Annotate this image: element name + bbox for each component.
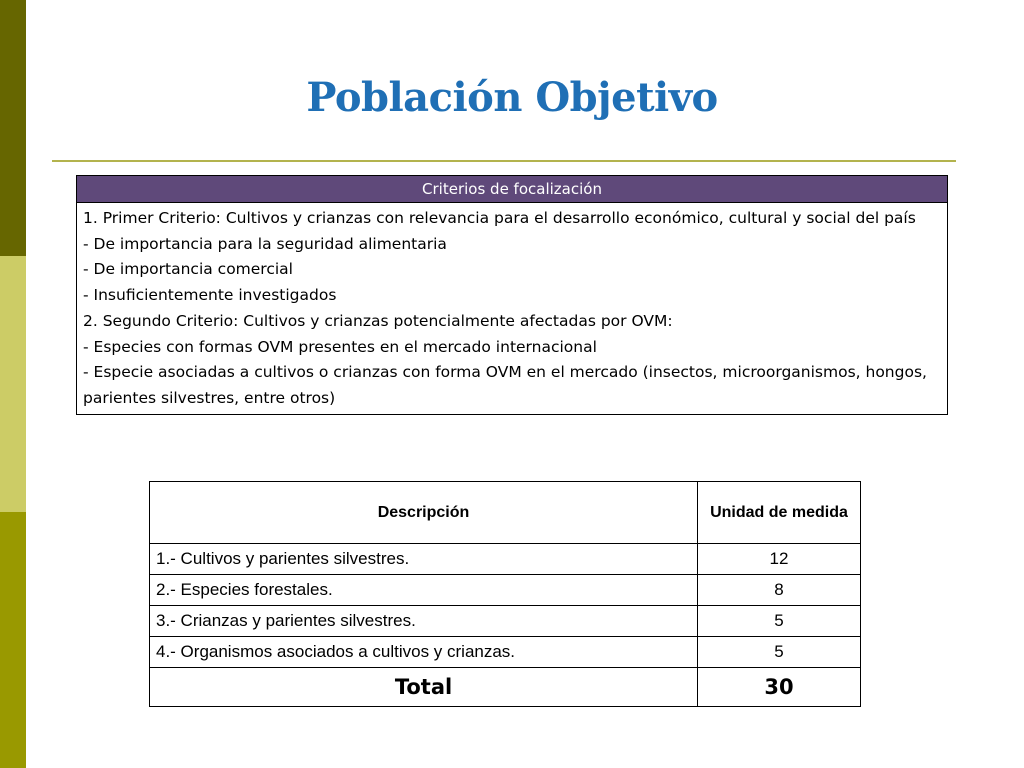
total-value: 30 xyxy=(698,668,861,707)
criteria-header-row xyxy=(77,176,948,203)
side-bar-segment-mid xyxy=(0,512,26,768)
criteria-line: - Especie asociadas a cultivos o crianzas con forma OVM en el mercado (insectos, microorganismos, hongos, parientes silvestres, entre otros) xyxy=(83,363,927,407)
criteria-line: - De importancia para la seguridad alimentaria xyxy=(83,234,447,253)
table-row xyxy=(150,637,861,668)
row-value: 5 xyxy=(698,606,861,637)
side-bar-segment-dark xyxy=(0,0,26,256)
criteria-line: 2. Segundo Criterio: Cultivos y crianzas potencialmente afectadas por OVM: xyxy=(83,311,673,330)
criteria-line: - Insuficientemente investigados xyxy=(83,286,337,305)
criteria-header: Criterios de focalización xyxy=(77,176,948,203)
row-value: 8 xyxy=(698,575,861,606)
row-value: 12 xyxy=(698,544,861,575)
unit-column-header: Unidad de medida xyxy=(698,482,861,544)
slide-title: Población Objetivo xyxy=(306,74,718,121)
table-row xyxy=(150,544,861,575)
row-description: 2.- Especies forestales. xyxy=(150,575,698,606)
criteria-line: - Especies con formas OVM presentes en el mercado internacional xyxy=(83,337,597,356)
table-row xyxy=(150,575,861,606)
criteria-line: - De importancia comercial xyxy=(83,260,293,279)
description-column-header: Descripción xyxy=(150,482,698,544)
total-row xyxy=(150,668,861,707)
row-description: 1.- Cultivos y parientes silvestres. xyxy=(150,544,698,575)
side-bar-segment-light xyxy=(0,256,26,512)
title-divider xyxy=(52,160,956,162)
summary-table xyxy=(149,481,861,707)
criteria-body xyxy=(77,203,948,415)
row-value: 5 xyxy=(698,637,861,668)
criteria-line: 1. Primer Criterio: Cultivos y crianzas con relevancia para el desarrollo económico, cultural y social del país xyxy=(83,209,916,227)
row-description: 3.- Crianzas y parientes silvestres. xyxy=(150,606,698,637)
row-description: 4.- Organismos asociados a cultivos y crianzas. xyxy=(150,637,698,668)
criteria-table xyxy=(76,175,948,415)
summary-header-row xyxy=(150,482,861,544)
criteria-body-row xyxy=(77,203,948,415)
total-label: Total xyxy=(150,668,698,707)
table-row xyxy=(150,606,861,637)
